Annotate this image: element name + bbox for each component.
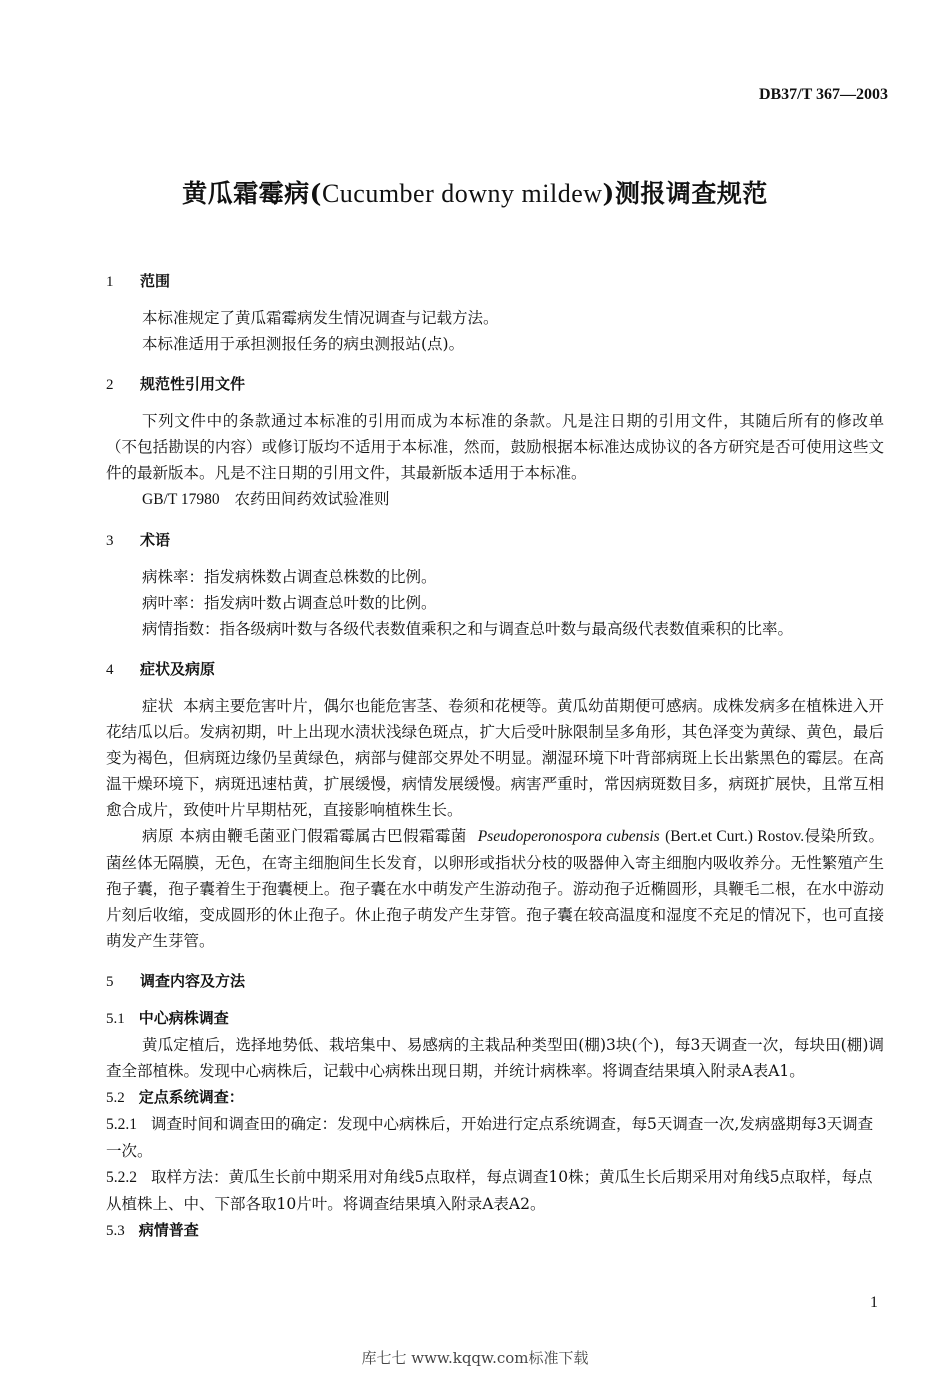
section-4-heading [106, 656, 884, 683]
pathogen-label: 病原 [142, 827, 174, 845]
scope-line: 本标准规定了黄瓜霜霉病发生情况调查与记载方法。 [142, 309, 499, 327]
subsection-number: 5.2 [106, 1090, 125, 1106]
pathogen-description: 侵染所致。菌丝体无隔膜，无色，在寄主细胞间生长发育，以卵形或指状分枝的吸器伸入寄主细胞内吸收养分。无性繁殖产生孢子囊，孢子囊着生于孢囊梗上。孢子囊在水中萌发产生游动孢子。游动孢子近椭圆形，具鞭毛二根，在水中游动片刻后收缩，变成圆形的休止孢子。休止孢子萌发产生芽管。孢子囊在较高温度和湿度不充足的情况下，也可直接萌发产生芽管。 [106, 827, 884, 950]
section-number: 4 [106, 662, 114, 678]
subsection-5-2-heading [106, 1084, 884, 1111]
subsection-number: 5.1 [106, 1011, 125, 1027]
section-5-heading [106, 968, 884, 995]
pathogen-intro: 本病由鞭毛菌亚门假霜霉属古巴假霜霉菌 [179, 827, 467, 845]
section-title: 术语 [140, 531, 171, 549]
clause-5-2-2 [106, 1164, 884, 1217]
subsection-title: 定点系统调查： [138, 1088, 244, 1106]
term-definition: 病叶率：指发病叶数占调查总叶数的比例。 [142, 594, 437, 612]
central-plant-survey-paragraph: 黄瓜定植后，选择地势低、栽培集中、易感病的主栽品种类型田(棚)3块(个)，每3天调查一次，每块田(棚)调查全部植株。发现中心病株后，记载中心病株出现日期，并统计病株率。将调查结果填入附录A表A1。 [106, 1036, 884, 1080]
reference-title: 农药田间药效试验准则 [234, 490, 390, 508]
symptom-label: 症状 [142, 697, 174, 715]
section-number: 2 [106, 377, 114, 393]
subsection-title: 中心病株调查 [138, 1009, 229, 1027]
section-number: 5 [106, 974, 114, 990]
symptom-paragraph [106, 693, 884, 823]
clause-text: 调查时间和调查田的确定：发现中心病株后，开始进行定点系统调查，每5天调查一次,发病盛期每3天调查一次。 [106, 1115, 874, 1160]
section-number: 3 [106, 533, 114, 549]
clause-5-2-1 [106, 1111, 884, 1164]
section-title: 规范性引用文件 [140, 375, 246, 393]
section-title: 范围 [140, 272, 171, 290]
clause-number: 5.2.2 [106, 1169, 137, 1186]
document-body [106, 268, 884, 1244]
term-definition: 病株率：指发病株数占调查总株数的比例。 [142, 568, 437, 586]
section-2-heading [106, 371, 884, 398]
section-number: 1 [106, 274, 114, 290]
normative-references-paragraph: 下列文件中的条款通过本标准的引用而成为本标准的条款。凡是注日期的引用文件，其随后所有的修改单（不包括勘误的内容）或修订版均不适用于本标准，然而，鼓励根据本标准达成协议的各方研究是否可使用这些文件的最新版本。凡是不注日期的引用文件，其最新版本适用于本标准。 [106, 412, 884, 482]
section-3-heading [106, 527, 884, 554]
section-title: 症状及病原 [140, 660, 216, 678]
document-title [0, 174, 950, 210]
symptom-text: 本病主要危害叶片，偶尔也能危害茎、卷须和花梗等。黄瓜幼苗期便可感病。成株发病多在植株进入开花结瓜以后。发病初期，叶上出现水渍状浅绿色斑点，扩大后受叶脉限制呈多角形，其色泽变为黄绿、黄色，最后变为褐色，但病斑边缘仍呈黄绿色，病部与健部交界处不明显。潮湿环境下叶背部病斑上长出紫黑色的霉层。在高温干燥环境下，病斑迅速枯黄，扩展缓慢，病情发展缓慢。病害严重时，常因病斑数目多，病斑扩展快，且常互相愈合成片，致使叶片早期枯死，直接影响植株生长。 [106, 697, 884, 819]
title-cn-suffix: )测报调查规范 [602, 179, 768, 208]
title-cn-prefix: 黄瓜霜霉病( [182, 179, 322, 208]
pathogen-latin-name: Pseudoperonospora cubensis [477, 828, 660, 845]
clause-text: 取样方法：黄瓜生长前中期采用对角线5点取样，每点调查10株；黄瓜生长后期采用对角线5点取样，每点从植株上、中、下部各取10片叶。将调查结果填入附录A表A2。 [106, 1168, 873, 1213]
footer-watermark: 库七七 www.kqqw.com标准下载 [361, 1349, 589, 1367]
scope-line: 本标准适用于承担测报任务的病虫测报站(点)。 [142, 335, 465, 353]
subsection-title: 病情普查 [138, 1221, 199, 1239]
subsection-5-3-heading [106, 1217, 884, 1244]
title-english: Cucumber downy mildew [321, 179, 603, 208]
pathogen-paragraph [106, 823, 884, 954]
subsection-5-1-heading [106, 1005, 884, 1032]
clause-number: 5.2.1 [106, 1116, 137, 1133]
section-title: 调查内容及方法 [140, 972, 246, 990]
section-1-heading [106, 268, 884, 295]
pathogen-author: (Bert.et Curt.) Rostov. [665, 828, 805, 845]
reference-entry [106, 486, 884, 513]
standard-code: DB37/T 367—2003 [758, 86, 888, 103]
term-definition: 病情指数：指各级病叶数与各级代表数值乘积之和与调查总叶数与最高级代表数值乘积的比率。 [142, 620, 794, 638]
page-number: 1 [870, 1294, 878, 1311]
reference-code: GB/T 17980 [142, 491, 220, 508]
subsection-number: 5.3 [106, 1223, 125, 1239]
